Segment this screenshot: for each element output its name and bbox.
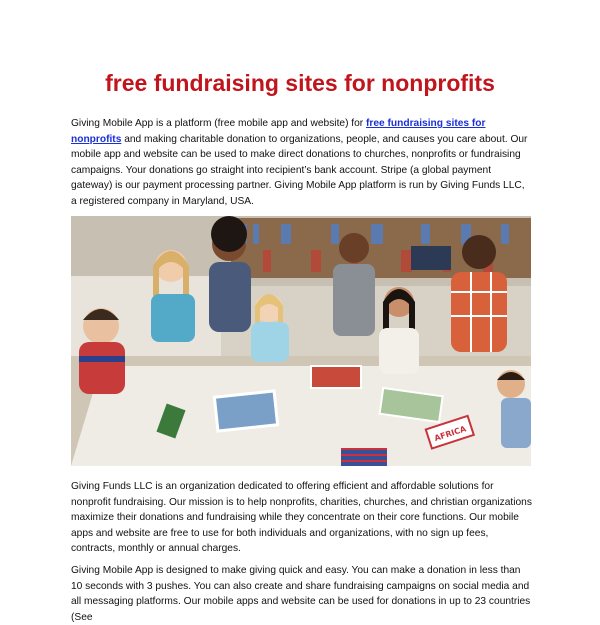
intro-paragraph <box>71 116 533 209</box>
app-description-paragraph: Giving Mobile App is designed to make giving quick and easy. You can make a donation in less than 10 seconds with 3 pushes. You can also create and share fundraising campaigns on social media and all messaging platforms. Our mobile apps and website can be used for donations in up to 23 countries (See <box>71 565 531 623</box>
mission-paragraph: Giving Funds LLC is an organization dedicated to offering efficient and affordable solutions for nonprofit fundraising. Our mission is to help nonprofits, charities, churches, and christian organizations maximize their donations and fundraising while they concentrate on their core functions. Our mobile apps and website are free to use for both individuals and organizations, with no sign up fees, contracts, monthly or annual charges. <box>71 481 532 554</box>
intro-text-after: and making charitable donation to organizations, people, and causes you care about. Our mobile app and website can be used to make direct donations to churches, nonprofits or fundraising campaigns. Your donations go straight into recipient’s bank account. Stripe (a global payment gateway) is our payment processing partner. Giving Mobile App platform is run by Giving Funds LLC, a registered company in Maryland, USA. <box>71 133 528 207</box>
fundraising-sites-link[interactable]: free fundraising sites for nonprofits <box>71 118 486 145</box>
classroom-photo <box>71 216 531 466</box>
table-paper <box>71 366 531 466</box>
page-title: free fundraising sites for nonprofits <box>105 70 495 96</box>
intro-text-before: Giving Mobile App is a platform (free mobile app and website) for <box>71 118 367 129</box>
classroom-illustration <box>71 216 531 466</box>
monitor <box>411 246 451 270</box>
africa-flag-label: AFRICA <box>433 424 468 443</box>
